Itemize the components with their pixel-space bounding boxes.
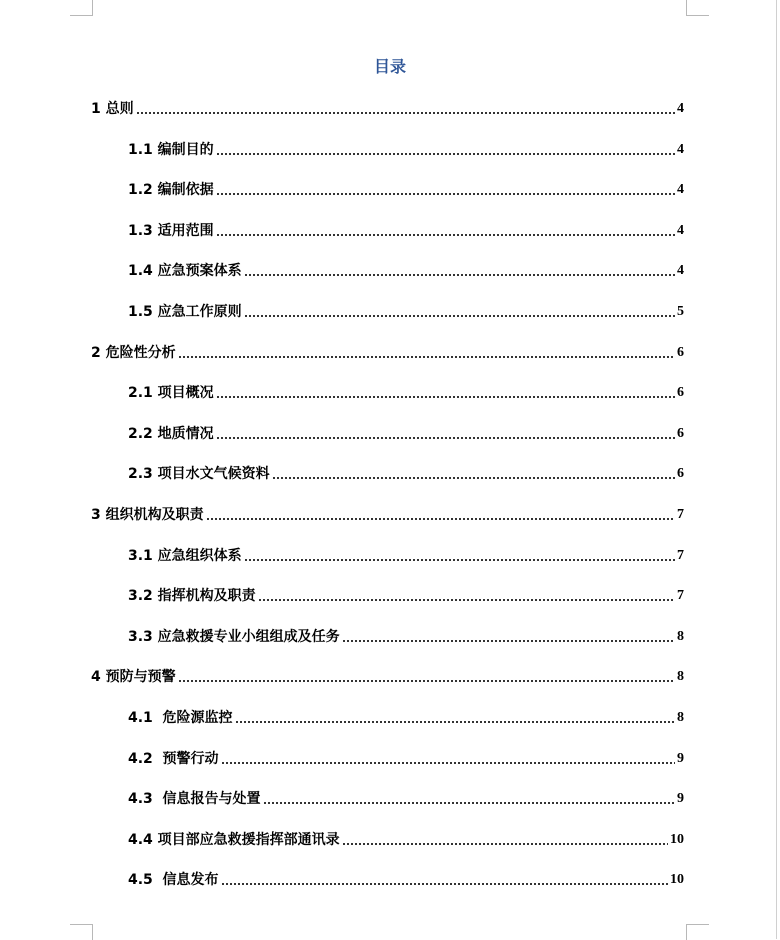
toc-entry-label: 4.1 危险源监控 [128, 710, 233, 726]
toc-dot-leader [272, 477, 675, 479]
toc-entry-label: 2 危险性分析 [91, 344, 176, 361]
toc-entry[interactable] [128, 825, 684, 849]
toc-entry-label: 2.3 项目水文气候资料 [128, 466, 270, 483]
toc-title: 目录 [373, 57, 406, 76]
toc-entry-label: 1.2 编制依据 [128, 182, 214, 199]
page-edge-rule [776, 0, 777, 939]
toc-entry[interactable] [128, 784, 684, 808]
toc-entry-page-number: 7 [677, 547, 684, 563]
toc-entry-label: 4.4 项目部应急救援指挥部通讯录 [128, 831, 340, 848]
toc-entry-label: 3 组织机构及职责 [91, 507, 204, 523]
toc-entry-label: 1.1 编制目的 [128, 141, 214, 158]
toc-entry-label: 1.3 适用范围 [128, 222, 214, 239]
toc-entry[interactable] [128, 622, 684, 646]
toc-entry[interactable] [128, 581, 684, 605]
toc-entry-page-number: 6 [677, 425, 684, 441]
toc-dot-leader [216, 153, 675, 155]
toc-entry-label: 3.2 指挥机构及职责 [128, 588, 256, 605]
toc-entry-page-number: 6 [677, 466, 684, 482]
toc-dot-leader [244, 315, 675, 317]
toc-dot-leader [216, 193, 675, 195]
toc-entry[interactable] [91, 500, 684, 524]
toc-entry[interactable] [128, 297, 684, 321]
toc-entry-page-number: 9 [677, 750, 684, 766]
toc-dot-leader [235, 721, 675, 723]
toc-entry[interactable] [91, 662, 684, 686]
toc-dot-leader [244, 559, 675, 561]
toc-dot-leader [258, 599, 675, 601]
toc-entry-label: 3.1 应急组织体系 [128, 547, 242, 564]
toc-entry[interactable] [128, 703, 684, 727]
crop-mark-bottom-right [686, 924, 709, 940]
toc-entry-label: 4 预防与预警 [91, 669, 176, 686]
toc-entry-page-number: 8 [677, 669, 684, 685]
toc-entry-page-number: 4 [677, 141, 684, 157]
toc-dot-leader [216, 234, 675, 236]
toc-entry[interactable] [91, 94, 684, 118]
toc-entry[interactable] [128, 744, 684, 768]
crop-mark-top-right [686, 0, 709, 16]
toc-entry-label: 2.1 项目概况 [128, 385, 214, 402]
toc-entry-page-number: 7 [677, 588, 684, 604]
toc-entry[interactable] [128, 865, 684, 889]
toc-dot-leader [263, 802, 675, 804]
toc-entry[interactable] [128, 419, 684, 443]
toc-dot-leader [221, 762, 675, 764]
toc-dot-leader [244, 274, 675, 276]
toc-entry[interactable] [128, 216, 684, 240]
toc-entry-label: 1.4 应急预案体系 [128, 263, 242, 280]
toc-dot-leader [216, 396, 675, 398]
toc-dot-leader [178, 356, 675, 358]
toc-dot-leader [342, 640, 675, 642]
toc-entry-label: 4.5 信息发布 [128, 872, 219, 889]
toc-dot-leader [206, 518, 675, 520]
toc-entry-page-number: 4 [677, 222, 684, 238]
toc-dot-leader [342, 843, 668, 845]
toc-entry[interactable] [128, 541, 684, 565]
toc-entry-label: 2.2 地质情况 [128, 425, 214, 442]
toc-entry-page-number: 7 [677, 507, 684, 522]
toc-entry-label: 1.5 应急工作原则 [128, 304, 242, 320]
toc-entry-label: 4.2 预警行动 [128, 750, 219, 767]
toc-entry[interactable] [91, 338, 684, 362]
toc-entry-page-number: 8 [677, 710, 684, 725]
toc-entry-page-number: 10 [670, 872, 684, 888]
toc-entry-label: 4.3 信息报告与处置 [128, 791, 261, 808]
toc-dot-leader [221, 883, 668, 885]
toc-dot-leader [136, 112, 675, 114]
toc-entry[interactable] [128, 175, 684, 199]
toc-entry[interactable] [128, 135, 684, 159]
toc-dot-leader [178, 680, 675, 682]
toc-entry-page-number: 4 [677, 263, 684, 279]
toc-entry-label: 3.3 应急救援专业小组组成及任务 [128, 628, 340, 645]
toc-entry-page-number: 9 [677, 791, 684, 807]
toc-entry[interactable] [128, 459, 684, 483]
toc-entry[interactable] [128, 378, 684, 402]
toc-entry-page-number: 6 [677, 385, 684, 401]
crop-mark-bottom-left [70, 924, 93, 940]
crop-mark-top-left [70, 0, 93, 16]
toc-entry-page-number: 4 [677, 182, 684, 198]
toc-entry-page-number: 5 [677, 304, 684, 319]
toc-dot-leader [216, 437, 675, 439]
toc-entry[interactable] [128, 256, 684, 280]
toc-entry-page-number: 10 [670, 831, 684, 847]
toc-entry-page-number: 4 [677, 101, 684, 116]
toc-entry-label: 1 总则 [91, 101, 134, 117]
toc-entry-page-number: 6 [677, 344, 684, 360]
toc-entry-page-number: 8 [677, 628, 684, 644]
